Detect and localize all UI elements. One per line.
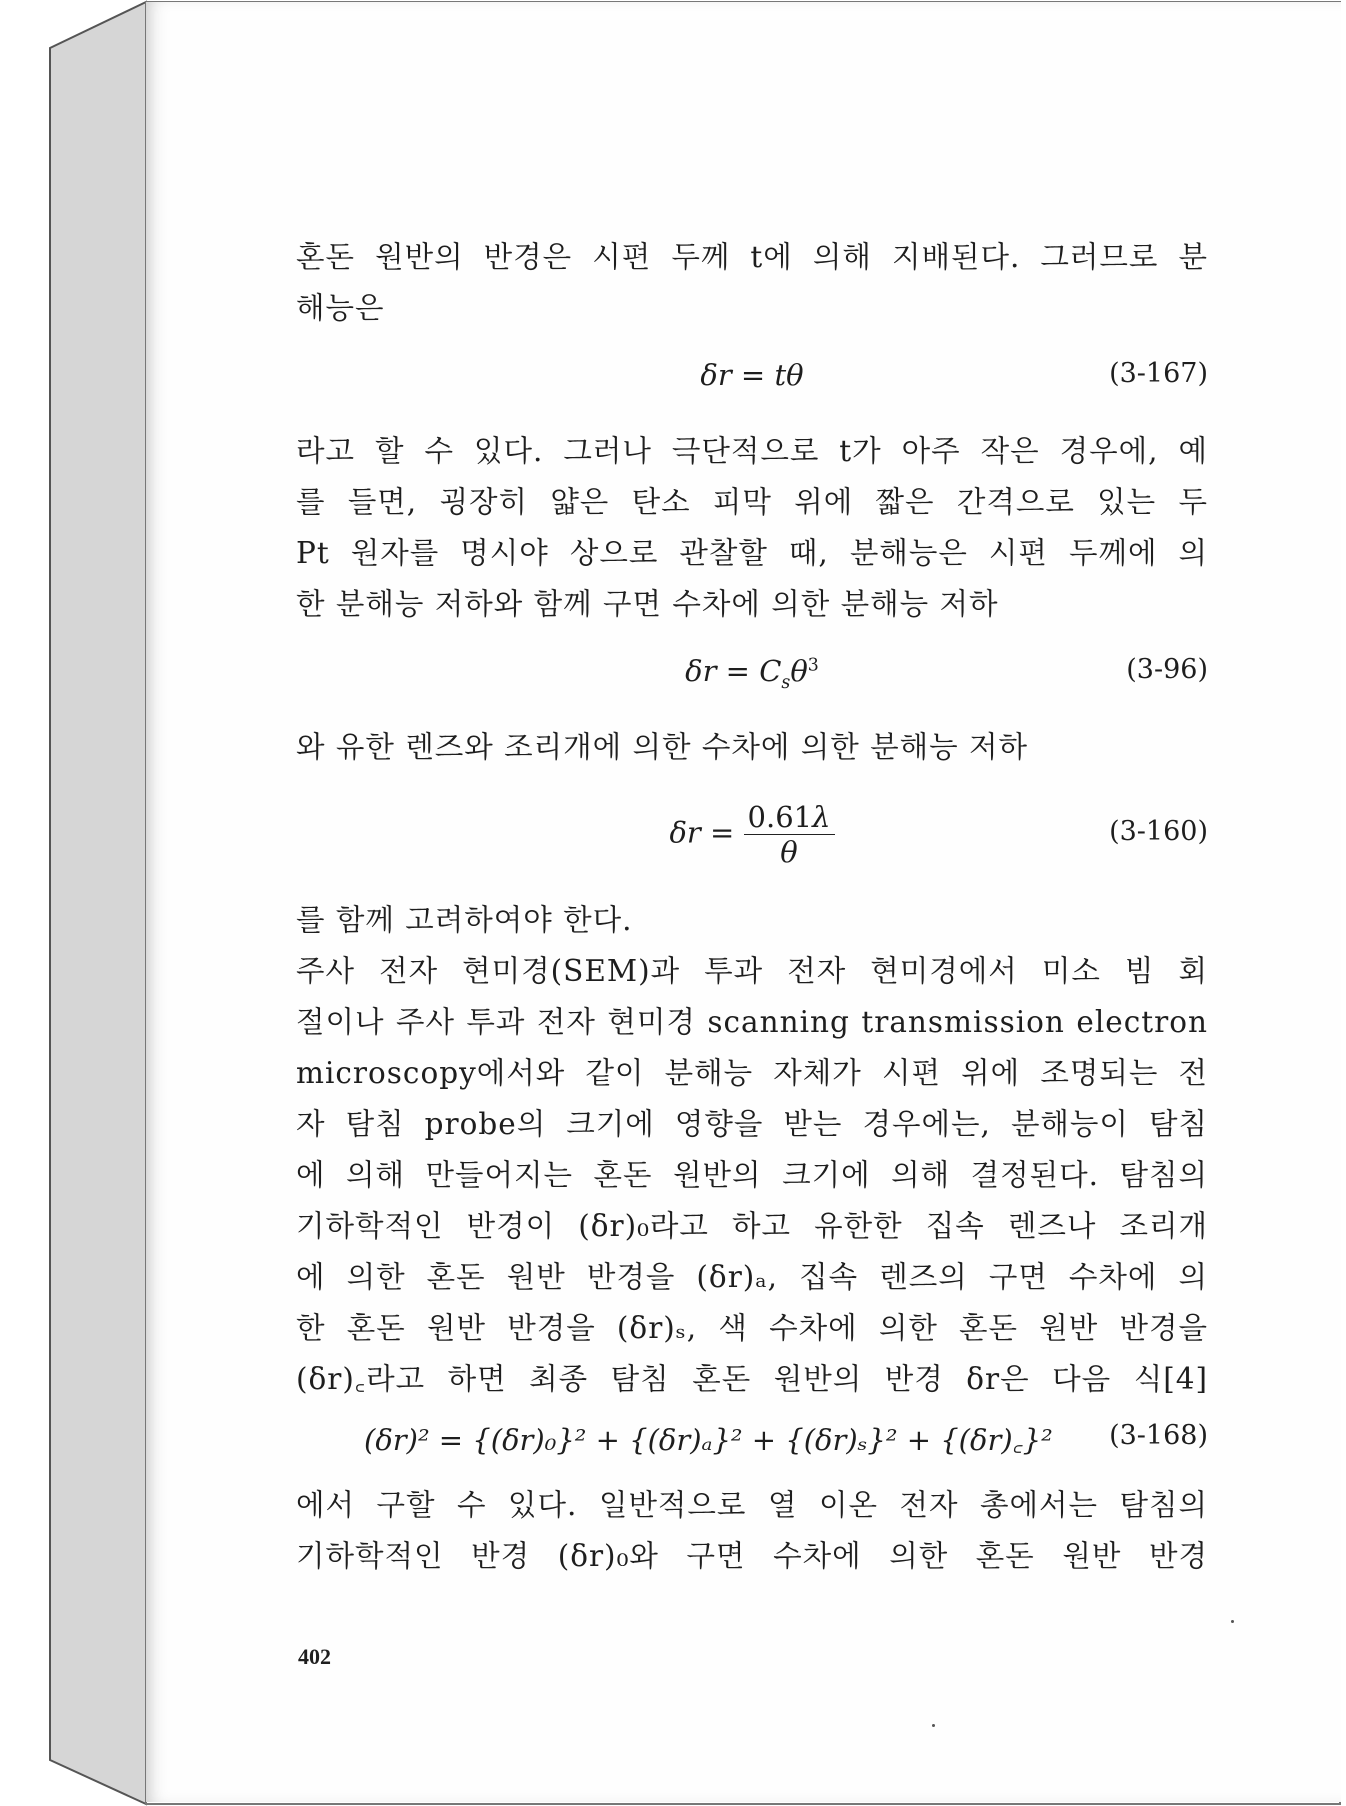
paragraph-1 — [296, 232, 1208, 334]
eq-lambda: λ — [812, 800, 831, 834]
text-line: 기하학적인 반경이 (δr)₀라고 하고 유한한 집속 렌즈나 조리개 — [296, 1209, 1208, 1243]
page-number: 402 — [298, 1644, 331, 1669]
text-line: 혼돈 원반의 반경은 시편 두께 t에 의해 지배된다. 그러므로 분 — [296, 240, 1208, 274]
text-line: 한 분해능 저하와 함께 구면 수차에 의한 분해능 저하 — [296, 587, 999, 621]
equation-3-96: $\delta r = C_s\theta^3$ (3-96) — [685, 654, 1208, 693]
text-line: 와 유한 렌즈와 조리개에 의한 수차에 의한 분해능 저하 — [296, 730, 1028, 764]
equation-number: (3-167) — [1109, 358, 1208, 389]
fraction — [744, 800, 835, 869]
eq-rhs-sup: 3 — [807, 655, 819, 676]
speck — [1231, 1620, 1234, 1623]
paragraph-3 — [296, 722, 1208, 773]
text-line: 기하학적인 반경 (δr)₀와 구면 수차에 의한 혼돈 원반 반경 — [296, 1539, 1208, 1573]
eq-rhs-base: C — [759, 654, 782, 688]
eq-lhs: δr — [669, 815, 701, 850]
eq-rhs-theta: θ — [790, 654, 808, 688]
eq-expression: (δr)² = {(δr)₀}² + {(δr)ₐ}² + {(δr)ₛ}² + {(δr)꜀}² — [364, 1423, 1053, 1457]
text-line: 라고 할 수 있다. 그러나 극단적으로 t가 아주 작은 경우에, 예 — [296, 434, 1208, 468]
paragraph-4 — [296, 895, 1208, 1405]
paragraph-2 — [296, 426, 1208, 630]
eq-lhs: δr — [685, 654, 717, 688]
text-line: (δr)꜀라고 하면 최종 탐침 혼돈 원반의 반경 δr은 다음 식[4] — [296, 1362, 1208, 1396]
equation-number: (3-160) — [1109, 816, 1208, 847]
text-line: 에 의한 혼돈 원반 반경을 (δr)ₐ, 집속 렌즈의 구면 수차에 의 — [296, 1260, 1208, 1294]
text-line: 해능은 — [296, 291, 385, 325]
speck — [932, 1724, 935, 1727]
paragraph-5 — [296, 1480, 1208, 1582]
text-line: 를 함께 고려하여야 한다. — [296, 903, 633, 937]
text-line: 한 혼돈 원반 반경을 (δr)ₛ, 색 수차에 의한 혼돈 원반 반경을 — [296, 1311, 1208, 1345]
text-line: 에 의해 만들어지는 혼돈 원반의 크기에 의해 결정된다. 탐침의 — [296, 1158, 1208, 1192]
eq-rhs: tθ — [774, 358, 804, 392]
text-line: 절이나 주사 투과 전자 현미경 scanning transmission electron — [296, 1005, 1208, 1039]
text-line: 에서 구할 수 있다. 일반적으로 열 이온 전자 총에서는 탐침의 — [296, 1488, 1208, 1522]
text-line: 를 들면, 굉장히 얇은 탄소 피막 위에 짧은 간격으로 있는 두 — [296, 485, 1208, 519]
equation-number: (3-96) — [1126, 654, 1208, 685]
equation-number: (3-168) — [1109, 1420, 1208, 1451]
text-line: 주사 전자 현미경(SEM)과 투과 전자 현미경에서 미소 빔 회 — [296, 954, 1208, 988]
text-line: microscopy에서와 같이 분해능 자체가 시편 위에 조명되는 전 — [296, 1056, 1208, 1090]
text-line: 자 탐침 probe의 크기에 영향을 받는 경우에는, 분해능이 탐침 — [296, 1107, 1208, 1141]
eq-rhs-sub: s — [781, 672, 791, 693]
eq-lhs: δr — [700, 358, 732, 392]
equation-3-160: δr = $\frac{0.61\lambda}{\theta}$ (3-160) — [669, 800, 1208, 869]
equation-3-168 — [296, 1412, 1208, 1472]
equation-3-167: δr = tθ (3-167) — [700, 358, 1208, 392]
text-line: Pt 원자를 명시야 상으로 관찰할 때, 분해능은 시편 두께에 의 — [296, 536, 1208, 570]
eq-numerator: 0.61 — [747, 800, 813, 834]
eq-denominator: θ — [780, 835, 798, 869]
